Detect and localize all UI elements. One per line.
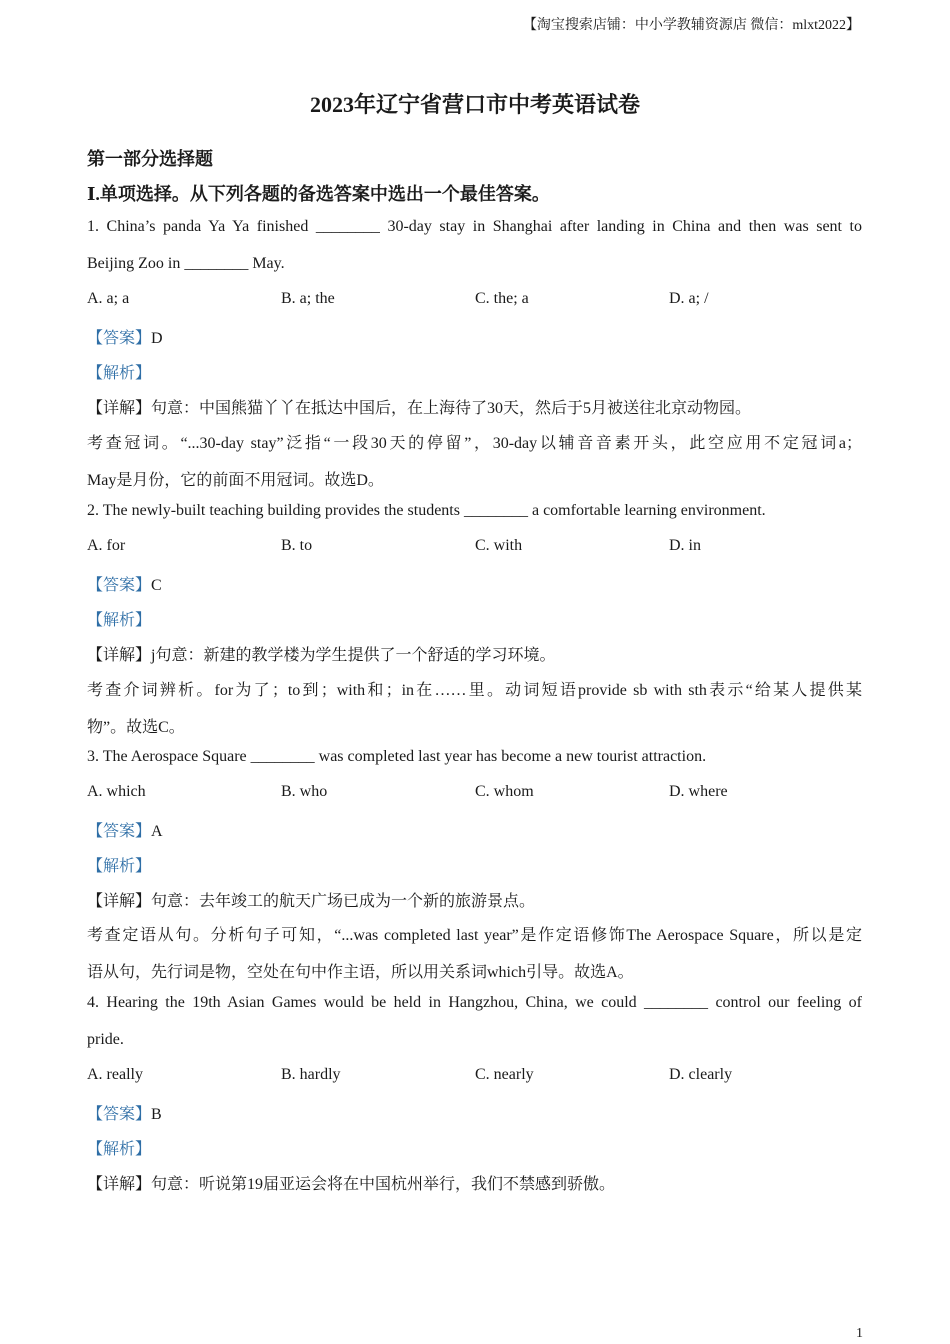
analysis-tag: 【解析】 — [87, 612, 152, 629]
answer-tag: 【答案】 — [87, 823, 152, 840]
detail-tag: 【详解】 — [87, 400, 152, 417]
question-4-answer — [87, 1101, 162, 1124]
question-1-analysis — [87, 360, 151, 383]
answer-tag: 【答案】 — [87, 577, 152, 594]
question-1-stem-line-1: 1. China’s panda Ya Ya finished ________ 30-day stay in Shanghai after landing in China and then was sent to — [87, 218, 862, 235]
question-3-option-d: D. where — [669, 783, 728, 800]
question-2-stem: 2. The newly-built teaching building provides the students ________ a comfortable learning environment. — [87, 502, 766, 519]
question-4-detail-line-1 — [87, 1171, 615, 1194]
question-4-option-a: A. really — [87, 1066, 143, 1083]
analysis-tag: 【解析】 — [87, 858, 152, 875]
answer-value: A — [151, 823, 163, 840]
analysis-tag: 【解析】 — [87, 365, 152, 382]
question-4-stem-line-2: pride. — [87, 1031, 124, 1048]
question-2-detail-line-2: 考查介词辨析。for为了；to到；with和；in在……里。动词短语provide sb with sth表示“给某人提供某 — [87, 682, 862, 699]
question-4-option-c: C. nearly — [475, 1066, 534, 1083]
answer-value: C — [151, 577, 162, 594]
question-2-answer — [87, 572, 162, 595]
question-3-stem: 3. The Aerospace Square ________ was completed last year has become a new tourist attraction. — [87, 748, 707, 765]
answer-tag: 【答案】 — [87, 330, 152, 347]
question-4-option-b: B. hardly — [281, 1066, 341, 1083]
question-1-stem-line-2: Beijing Zoo in ________ May. — [87, 255, 285, 272]
page-number: 1 — [856, 1326, 863, 1341]
question-3-answer — [87, 818, 163, 841]
question-1-detail-line-3: May是月份，它的前面不用冠词。故选D。 — [87, 472, 384, 489]
question-1-detail-line-1 — [87, 395, 751, 418]
question-2-option-c: C. with — [475, 537, 523, 554]
answer-tag: 【答案】 — [87, 1106, 152, 1123]
question-1-answer — [87, 325, 163, 348]
question-1-option-c: C. the; a — [475, 290, 529, 307]
question-3-option-c: C. whom — [475, 783, 534, 800]
detail-text: j句意：新建的教学楼为学生提供了一个舒适的学习环境。 — [151, 647, 556, 664]
question-3-detail-line-2: 考查定语从句。分析句子可知，“...was completed last year”是作定语修饰The Aerospace Square，所以是定 — [87, 927, 862, 944]
question-2-option-d: D. in — [669, 537, 701, 554]
question-4-option-d: D. clearly — [669, 1066, 733, 1083]
detail-tag: 【详解】 — [87, 893, 152, 910]
answer-value: B — [151, 1106, 162, 1123]
analysis-tag: 【解析】 — [87, 1141, 152, 1158]
question-2-analysis — [87, 607, 151, 630]
page-title: 2023年辽宁省营口市中考英语试卷 — [309, 92, 640, 117]
question-3-detail-line-1 — [87, 888, 535, 911]
detail-tag: 【详解】 — [87, 1176, 152, 1193]
part-heading: 第一部分选择题 — [87, 149, 213, 169]
question-3-option-a: A. which — [87, 783, 146, 800]
question-2-detail-line-3: 物”。故选C。 — [87, 719, 185, 736]
question-3-detail-line-3: 语从句，先行词是物，空处在句中作主语，所以用关系词which引导。故选A。 — [87, 964, 634, 981]
question-3-analysis — [87, 853, 151, 876]
question-1-detail-line-2: 考查冠词。“...30-day stay”泛指“一段30天的停留”，30-day以辅音音素开头，此空应用不定冠词a； — [87, 435, 862, 452]
section-heading: Ⅰ.单项选择。从下列各题的备选答案中选出一个最佳答案。 — [87, 184, 550, 204]
detail-text: 句意：听说第19届亚运会将在中国杭州举行，我们不禁感到骄傲。 — [151, 1176, 616, 1193]
detail-text: 句意：中国熊猫丫丫在抵达中国后，在上海待了30天，然后于5月被送往北京动物园。 — [151, 400, 752, 417]
question-2-detail-line-1 — [87, 642, 555, 665]
header-note: 【淘宝搜索店铺：中小学教辅资源店 微信：mlxt2022】 — [522, 18, 860, 33]
question-4-stem-line-1: 4. Hearing the 19th Asian Games would be held in Hangzhou, China, we could ________ control our feeling of — [87, 994, 862, 1011]
question-2-option-b: B. to — [281, 537, 313, 554]
question-3-option-b: B. who — [281, 783, 328, 800]
detail-text: 句意：去年竣工的航天广场已成为一个新的旅游景点。 — [151, 893, 536, 910]
answer-value: D — [151, 330, 163, 347]
question-2-option-a: A. for — [87, 537, 126, 554]
question-1-option-d: D. a; / — [669, 290, 709, 307]
question-1-option-a: A. a; a — [87, 290, 130, 307]
question-4-analysis — [87, 1136, 151, 1159]
detail-tag: 【详解】 — [87, 647, 152, 664]
question-1-option-b: B. a; the — [281, 290, 335, 307]
